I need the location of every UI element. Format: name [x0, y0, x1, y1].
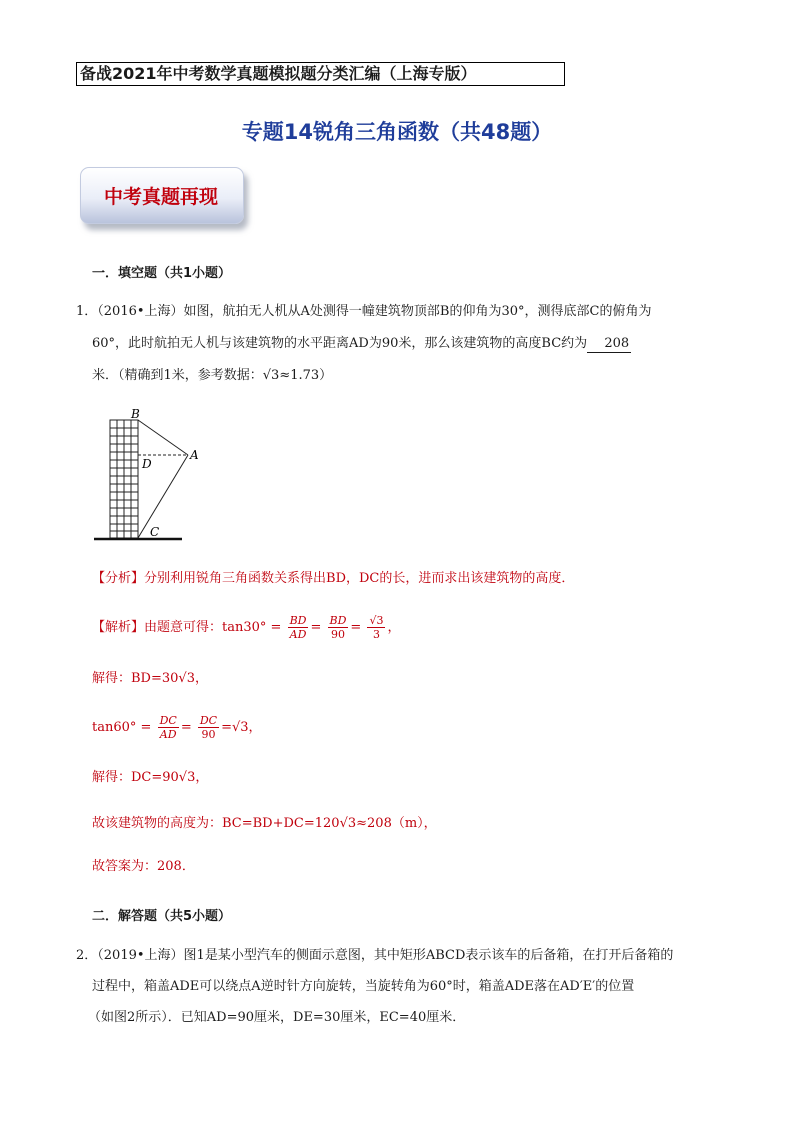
fraction-dc-ad: $\frac{DC}{AD}$ [159, 714, 177, 741]
fraction-bd-ad: $\frac{BD}{AD}$ [289, 614, 307, 641]
q2-source: （2019•上海） [97, 948, 184, 963]
page-title: 专题14锐角三角函数（共48题） [241, 120, 553, 144]
analysis-text: 分别利用锐角三角函数关系得出BD，DC的长，进而求出该建筑物的高度． [144, 571, 575, 586]
q2-line-1 [76, 948, 673, 964]
q1-line-2 [92, 336, 631, 353]
solution-step-3: 故该建筑物的高度为：BC=BD+DC=120√3≈208（m）， [92, 816, 437, 831]
analysis [92, 571, 574, 587]
tan60-label: tan60° [92, 720, 137, 735]
label-b: B [131, 407, 140, 421]
label-a: A [190, 448, 199, 462]
q2-line-3: （如图2所示）．已知AD=90厘米，DE=30厘米，EC=40厘米． [88, 1010, 466, 1025]
building-grid [110, 420, 138, 538]
q1-line-1 [76, 304, 651, 320]
section-heading-answer: 二．解答题（共5小题） [92, 909, 232, 924]
section-badge-label: 中考真题再现 [103, 186, 218, 208]
solution-step-1: 解得：BD=30√3， [92, 671, 208, 686]
q1-text-1: 如图，航拍无人机从A处测得一幢建筑物顶部B的仰角为30°，测得底部C的俯角为 [183, 304, 652, 319]
q1-source: （2016•上海） [97, 304, 184, 319]
q1-number: 1． [76, 304, 98, 319]
q1-line-3: 米．（精确到1米，参考数据：√3≈1.73） [92, 368, 333, 383]
q2-text-1: 图1是某小型汽车的侧面示意图，其中矩形ABCD表示该车的后备箱，在打开后备箱的 [183, 948, 674, 963]
series-header: 备战2021年中考数学真题模拟题分类汇编（上海专版） [76, 62, 565, 86]
fraction-dc-90: $\frac{DC}{90}$ [199, 714, 218, 741]
label-d: D [142, 457, 152, 471]
solution-line-1: 【解析】由题意可得：tan30° = $\frac{BD}{AD}$ = $\frac{BD}{90}$ = $\frac{√3}{3}$ ， [92, 614, 401, 641]
q2-line-2: 过程中，箱盖ADE可以绕点A逆时针方向旋转，当旋转角为60°时，箱盖ADE落在AD′E′的位置 [92, 979, 635, 994]
fraction-bd-90: $\frac{BD}{90}$ [329, 614, 347, 641]
section-heading-fill-blank: 一．填空题（共1小题） [92, 266, 232, 281]
fraction-sqrt3-3: $\frac{√3}{3}$ [369, 614, 384, 641]
line-ab [138, 420, 188, 455]
q1-answer-blank: 208 [587, 336, 631, 353]
solution-step-2: 解得：DC=90√3， [92, 770, 209, 785]
label-c: C [150, 525, 160, 539]
q1-text-2: 60°，此时航拍无人机与该建筑物的水平距离AD为90米，那么该建筑物的高度BC约为 [92, 336, 588, 351]
solution-intro: 由题意可得：tan30° [144, 620, 267, 635]
solution-step-4: 故答案为：208． [92, 859, 195, 874]
q2-number: 2． [76, 948, 98, 963]
solution-line-tan60: tan60° = $\frac{DC}{AD}$ = $\frac{DC}{90}$ =√3， [92, 714, 262, 741]
analysis-tag: 【分析】 [92, 571, 145, 586]
building-figure [90, 405, 210, 545]
solution-tag: 【解析】 [92, 620, 145, 635]
